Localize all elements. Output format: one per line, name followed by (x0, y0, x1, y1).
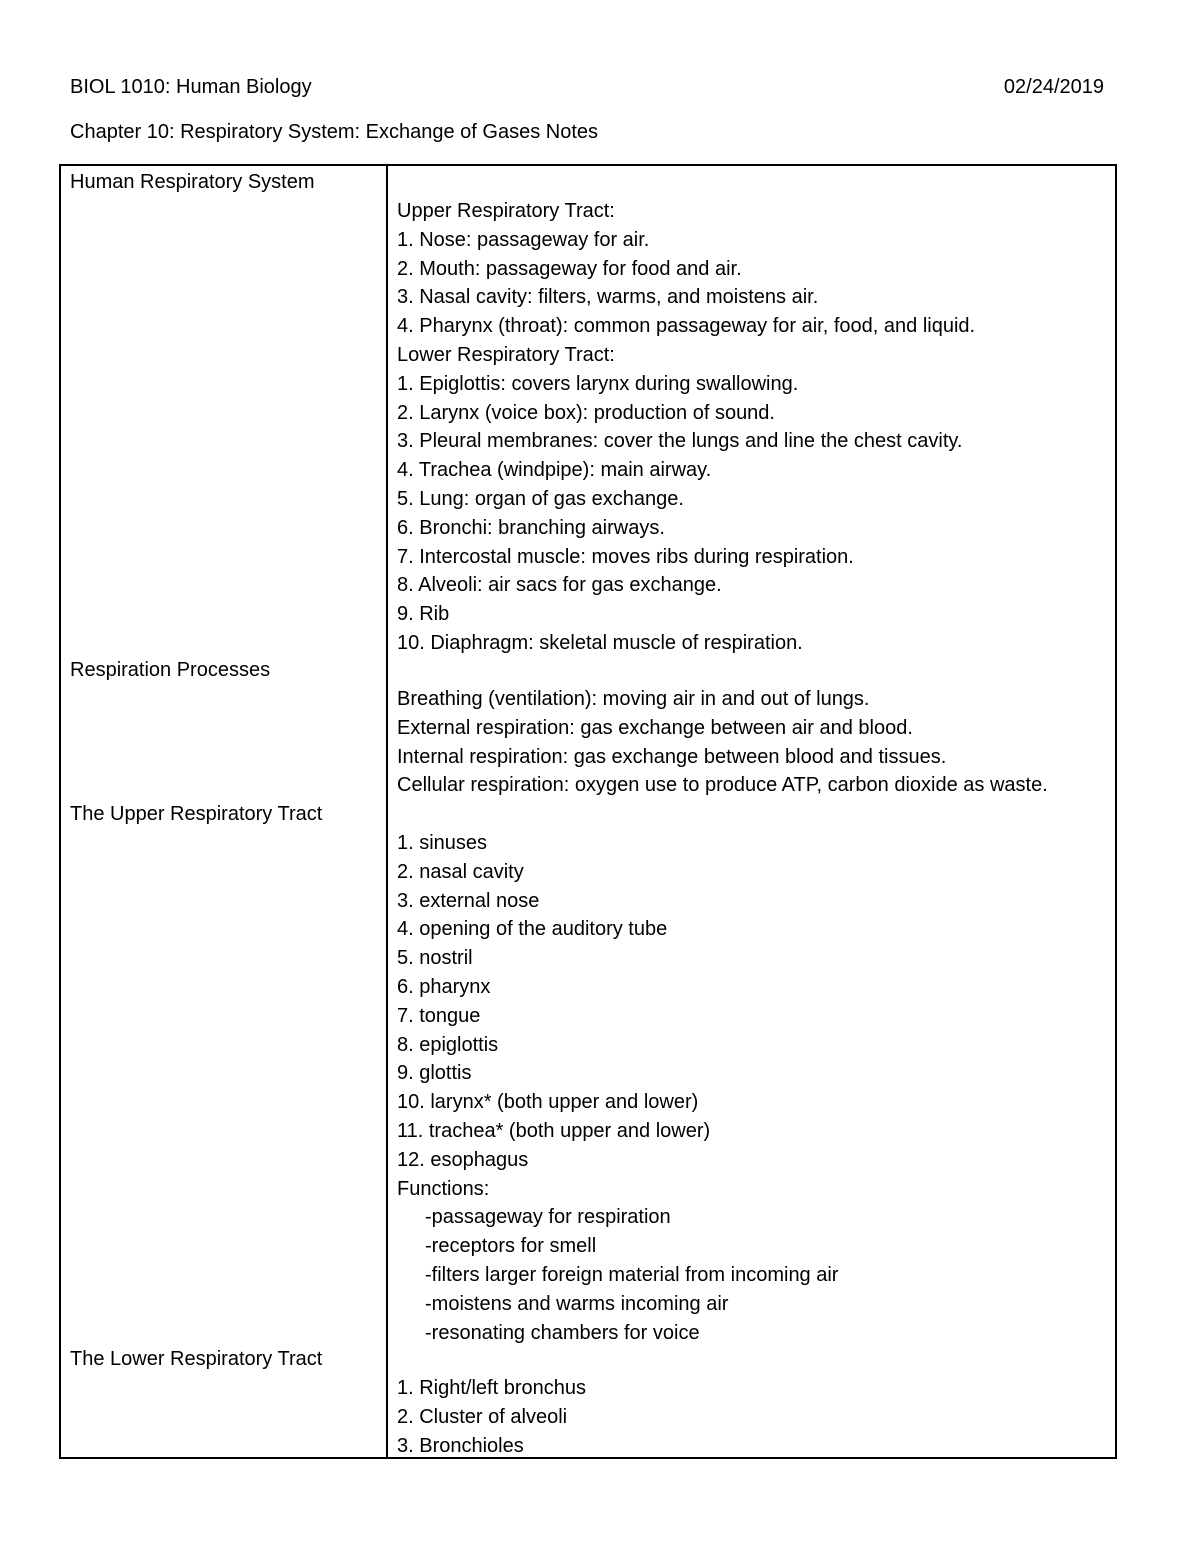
topic-cell: The Lower Respiratory Tract (70, 1348, 323, 1370)
content-cell (397, 685, 1048, 800)
list-item: 10. Diaphragm: skeletal muscle of respiration. (397, 631, 803, 654)
list-item: 2. Mouth: passageway for food and air. (397, 257, 742, 280)
notes-table (59, 164, 1117, 1459)
list-item: 5. nostril (397, 947, 473, 970)
chapter-title: Chapter 10: Respiratory System: Exchange of Gases Notes (70, 121, 599, 143)
content-cell (397, 829, 838, 1347)
list-item: 2. Cluster of alveoli (397, 1405, 568, 1428)
list-item: 12. esophagus (397, 1148, 529, 1171)
function-item: -receptors for smell (425, 1235, 597, 1258)
list-item: 9. glottis (397, 1062, 472, 1085)
topic-cell: The Upper Respiratory Tract (70, 803, 323, 825)
list-item: 3. Pleural membranes: cover the lungs and line the chest cavity. (397, 430, 963, 453)
list-item: 5. Lung: organ of gas exchange. (397, 487, 684, 510)
list-item: 2. Larynx (voice box): production of sound. (397, 401, 775, 424)
function-item: -filters larger foreign material from incoming air (425, 1263, 839, 1286)
list-item: 3. Bronchioles (397, 1434, 524, 1457)
list-item: 2. nasal cavity (397, 860, 524, 883)
functions-heading: Functions: (397, 1177, 490, 1200)
function-item: -passageway for respiration (425, 1206, 671, 1229)
function-item: -moistens and warms incoming air (425, 1292, 729, 1315)
list-item: 6. Bronchi: branching airways. (397, 516, 665, 539)
list-item: 3. Nasal cavity: filters, warms, and moistens air. (397, 286, 819, 309)
list-item: 7. Intercostal muscle: moves ribs during respiration. (397, 545, 854, 568)
topic-cell: Human Respiratory System (70, 171, 315, 193)
list-item: 4. Pharynx (throat): common passageway for air, food, and liquid. (397, 315, 976, 338)
list-item: 9. Rib (397, 603, 450, 626)
list-item: 6. pharynx (397, 975, 491, 998)
list-item: 8. Alveoli: air sacs for gas exchange. (397, 574, 722, 597)
column-divider (386, 166, 388, 1457)
list-item: 4. Trachea (windpipe): main airway. (397, 459, 712, 482)
page-date: 02/24/2019 (1003, 76, 1104, 98)
list-item: Upper Respiratory Tract: (397, 200, 615, 222)
list-item: External respiration: gas exchange between air and blood. (397, 716, 913, 739)
list-item: 1. sinuses (397, 832, 488, 854)
list-item: 10. larynx* (both upper and lower) (397, 1091, 699, 1114)
page-header (70, 73, 1104, 101)
function-item: -resonating chambers for voice (425, 1321, 700, 1344)
list-item: 1. Nose: passageway for air. (397, 228, 650, 251)
list-item: Breathing (ventilation): moving air in and out of lungs. (397, 688, 870, 710)
list-item: 7. tongue (397, 1004, 481, 1027)
list-item: Cellular respiration: oxygen use to produce ATP, carbon dioxide as waste. (397, 774, 1048, 797)
list-item: 11. trachea* (both upper and lower) (397, 1119, 711, 1142)
topic-cell: Respiration Processes (70, 659, 271, 681)
list-item: 1. Epiglottis: covers larynx during swallowing. (397, 372, 799, 395)
list-item: Internal respiration: gas exchange between blood and tissues. (397, 745, 947, 768)
list-item: 4. opening of the auditory tube (397, 918, 668, 941)
content-cell (397, 1374, 586, 1460)
list-item: Lower Respiratory Tract: (397, 343, 615, 366)
course-title: BIOL 1010: Human Biology (70, 76, 312, 98)
content-cell (397, 197, 975, 658)
list-item: 1. Right/left bronchus (397, 1377, 586, 1399)
list-item: 3. external nose (397, 889, 540, 912)
list-item: 8. epiglottis (397, 1033, 499, 1056)
